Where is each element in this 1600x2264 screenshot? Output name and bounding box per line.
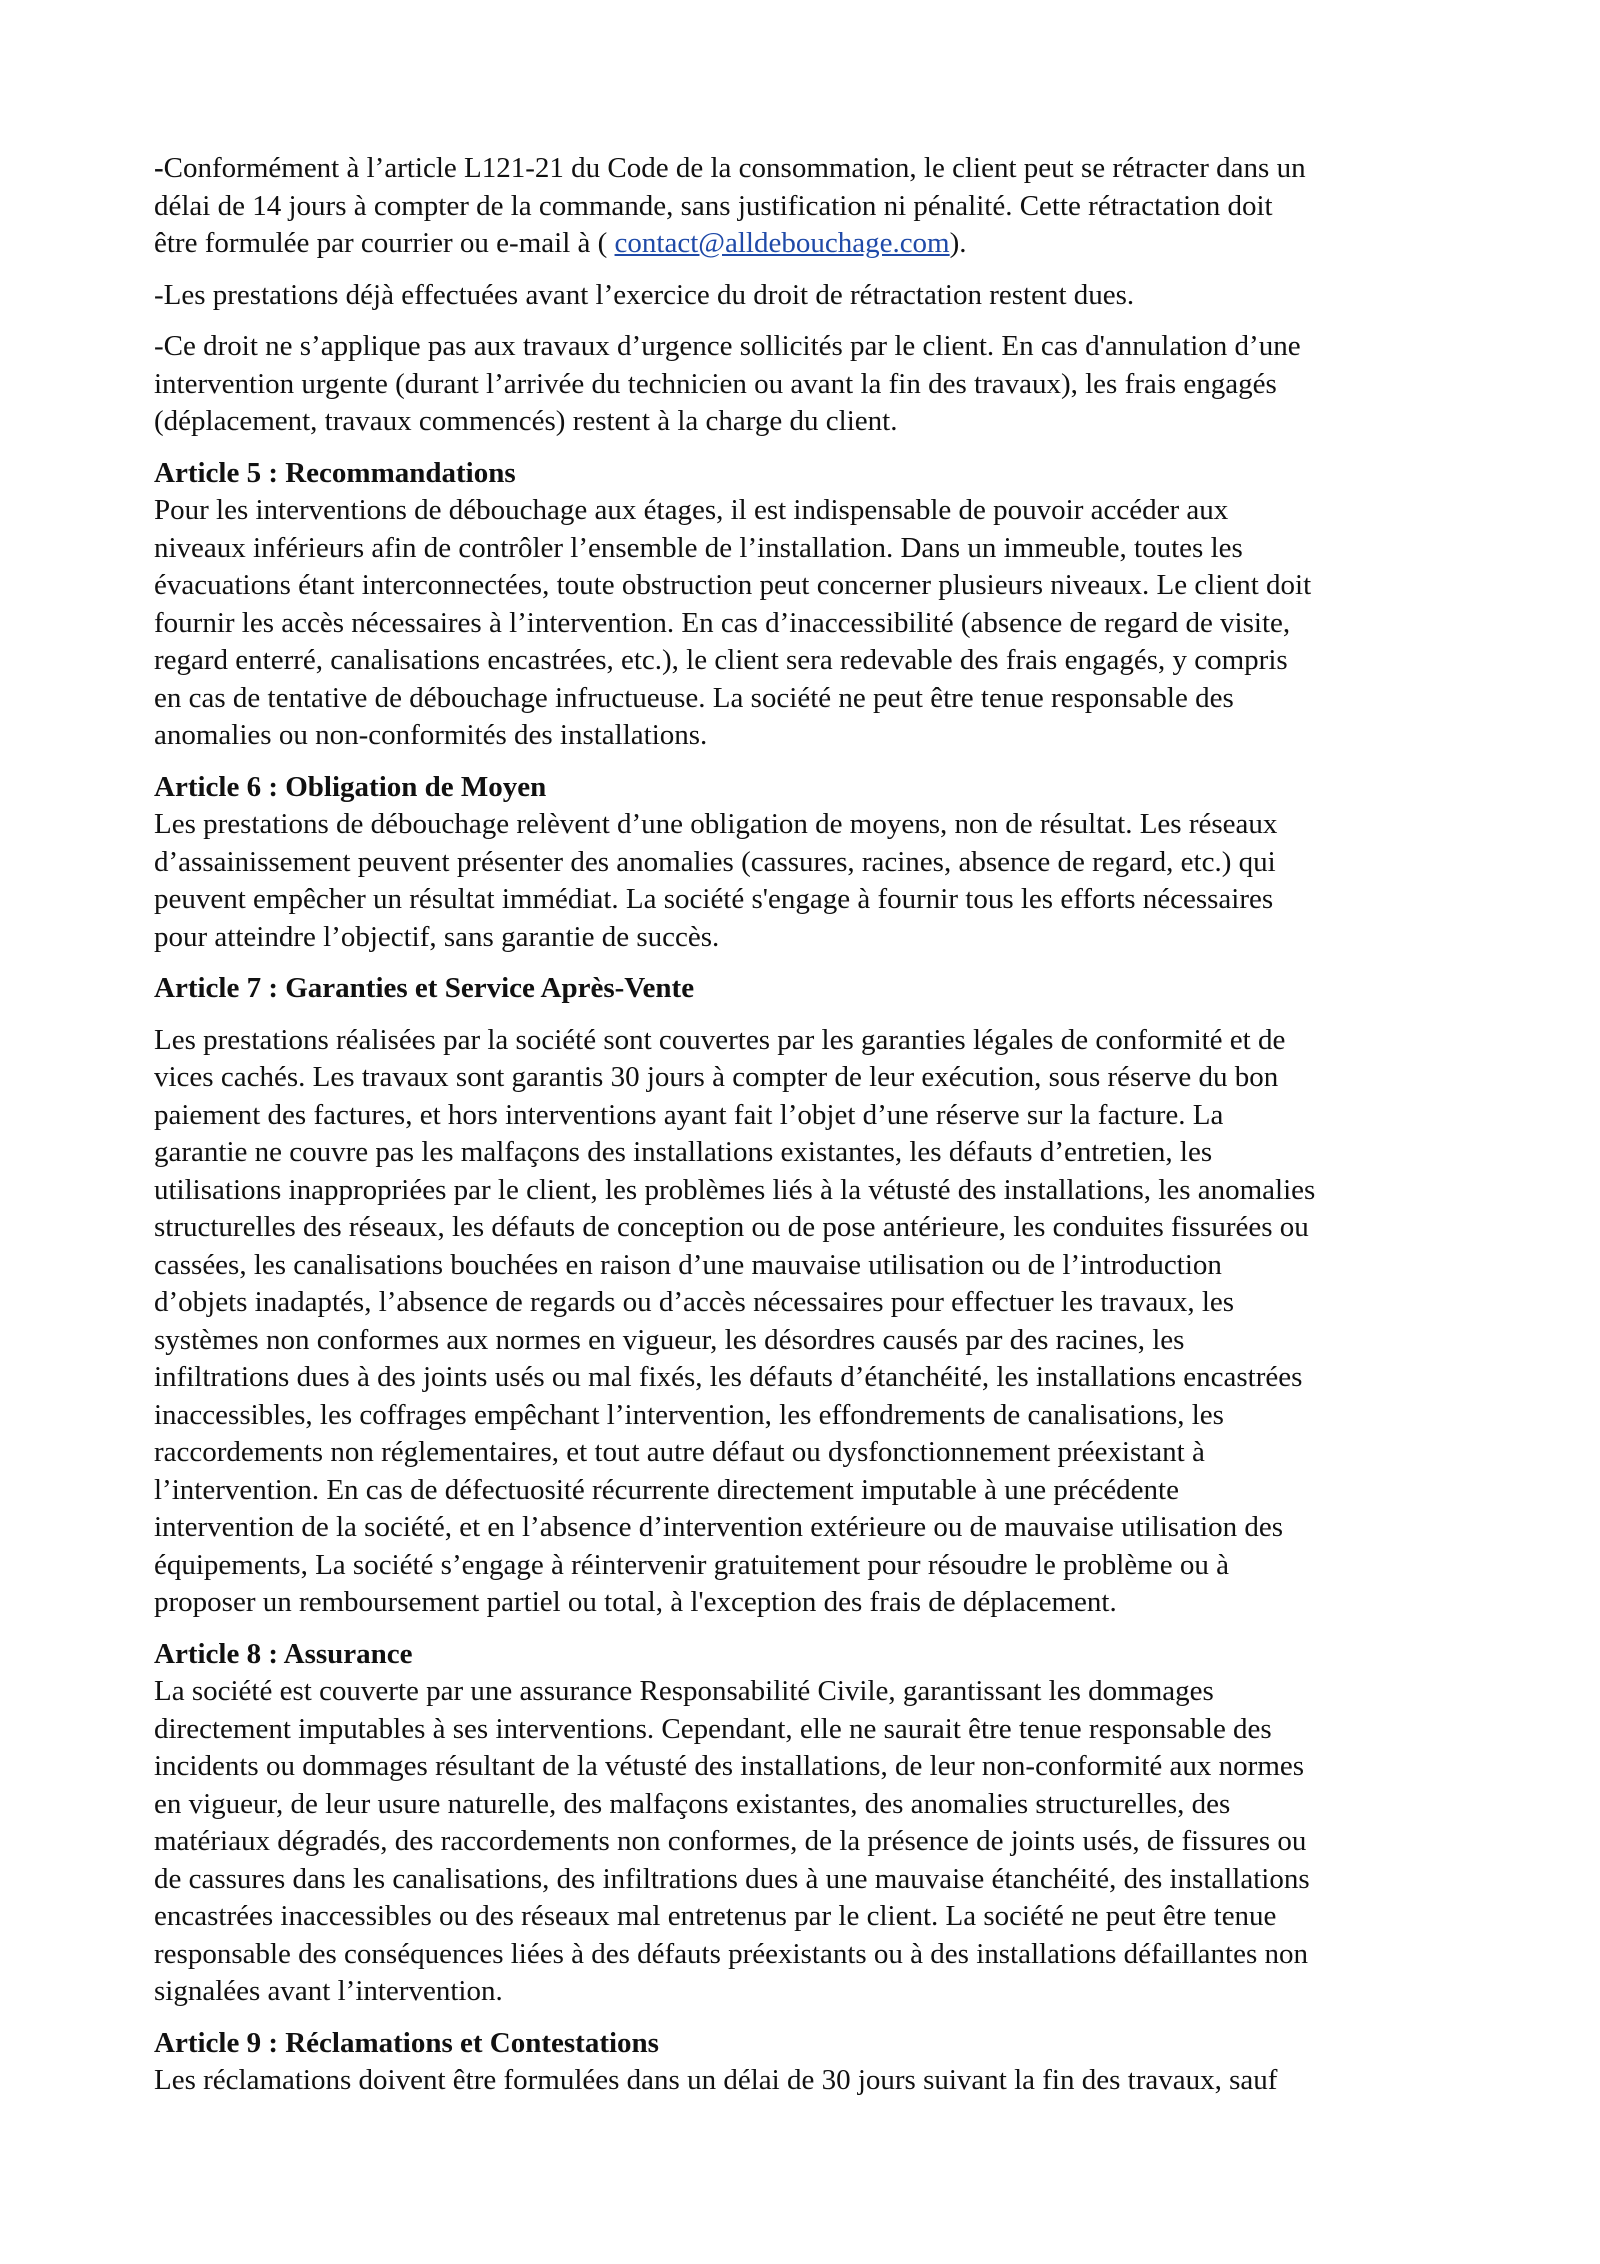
text-line: garantie ne couvre pas les malfaçons des installations existantes, les défauts d’entretien, les <box>154 1136 1213 1168</box>
text-line: systèmes non conformes aux normes en vigueur, les désordres causés par des racines, les <box>154 1323 1185 1356</box>
text-line: matériaux dégradés, des raccordements non conformes, de la présence de joints usés, de fissures ou <box>154 1825 1307 1857</box>
text-line: être formulée par courrier ou e-mail à ( contact@alldebouchage.com). <box>154 227 967 259</box>
text-line: Les prestations de débouchage relèvent d’une obligation de moyens, non de résultat. Les réseaux <box>154 808 1278 840</box>
text-line: anomalies ou non-conformités des installations. <box>154 719 708 751</box>
text-line: structurelles des réseaux, les défauts de conception ou de pose antérieure, les conduites fissurées ou <box>154 1211 1309 1243</box>
text-line: Pour les interventions de débouchage aux étages, il est indispensable de pouvoir accéder aux <box>154 494 1229 526</box>
text-line: Les prestations réalisées par la société sont couvertes par les garanties légales de conformité et de <box>154 1023 1286 1056</box>
text-line: en cas de tentative de débouchage infructueuse. La société ne peut être tenue responsable des <box>154 681 1234 714</box>
text-line: La société est couverte par une assurance Responsabilité Civile, garantissant les dommages <box>154 1675 1214 1707</box>
urgent-work-paragraph <box>154 328 1454 441</box>
retraction-paragraph <box>154 150 1454 263</box>
text-line: responsable des conséquences liées à des défauts préexistants ou à des installations défaillantes non <box>154 1937 1309 1970</box>
text-line: niveaux inférieurs afin de contrôler l’ensemble de l’installation. Dans un immeuble, toutes les <box>154 531 1243 564</box>
article-7 <box>154 970 1454 1622</box>
text-line: d’assainissement peuvent présenter des anomalies (cassures, racines, absence de regard, etc.) qui <box>154 845 1276 878</box>
text-line: -Conformément à l’article L121-21 du Code de la consommation, le client peut se rétracter dans un <box>154 152 1306 184</box>
text-line: intervention urgente (durant l’arrivée du technicien ou avant la fin des travaux), les frais engagés <box>154 367 1277 400</box>
article-heading: Article 6 : Obligation de Moyen <box>154 770 547 803</box>
text-line: de cassures dans les canalisations, des infiltrations dues à une mauvaise étanchéité, des installations <box>154 1862 1310 1895</box>
article-heading: Article 7 : Garanties et Service Après-Vente <box>154 972 695 1004</box>
document-body <box>154 150 1454 2114</box>
text-line: utilisations inappropriées par le client, les problèmes liés à la vétusté des installations, les anomalies <box>154 1173 1316 1206</box>
text-line: (déplacement, travaux commencés) restent à la charge du client. <box>154 405 898 437</box>
text-line: -Ce droit ne s’applique pas aux travaux d’urgence sollicités par le client. En cas d'annulation d’une <box>154 330 1301 362</box>
article-6 <box>154 769 1454 957</box>
article-heading: Article 9 : Réclamations et Contestations <box>154 2026 659 2059</box>
text-line: pour atteindre l’objectif, sans garantie de succès. <box>154 920 720 953</box>
article-5 <box>154 455 1454 755</box>
text-line: l’intervention. En cas de défectuosité récurrente directement imputable à une précédente <box>154 1473 1179 1506</box>
text-line: proposer un remboursement partiel ou total, à l'exception des frais de déplacement. <box>154 1586 1117 1618</box>
text-line: raccordements non réglementaires, et tout autre défaut ou dysfonctionnement préexistant à <box>154 1436 1205 1468</box>
services-due-paragraph <box>154 277 1454 315</box>
text-line: signalées avant l’intervention. <box>154 1975 503 2007</box>
text-line: paiement des factures, et hors interventions ayant fait l’objet d’une réserve sur la facture. La <box>154 1098 1224 1131</box>
text-line: équipements, La société s’engage à réintervenir gratuitement pour résoudre le problème ou à <box>154 1548 1229 1581</box>
article-heading: Article 8 : Assurance <box>154 1637 413 1670</box>
text-line: fournir les accès nécessaires à l’intervention. En cas d’inaccessibilité (absence de regard de visite, <box>154 606 1291 639</box>
text-line: intervention de la société, et en l’absence d’intervention extérieure ou de mauvaise utilisation des <box>154 1511 1283 1543</box>
lead-dash: - <box>154 152 164 184</box>
text-line: Les réclamations doivent être formulées dans un délai de 30 jours suivant la fin des travaux, sauf <box>154 2064 1278 2096</box>
text-line: d’objets inadaptés, l’absence de regards ou d’accès nécessaires pour effectuer les travaux, les <box>154 1286 1235 1318</box>
text-line: évacuations étant interconnectées, toute obstruction peut concerner plusieurs niveaux. Le client doit <box>154 569 1312 601</box>
text-line: -Les prestations déjà effectuées avant l’exercice du droit de rétractation restent dues. <box>154 278 1135 311</box>
article-heading: Article 5 : Recommandations <box>154 456 516 489</box>
text-line: encastrées inaccessibles ou des réseaux mal entretenus par le client. La société ne peut être tenue <box>154 1900 1277 1932</box>
text-line: vices cachés. Les travaux sont garantis 30 jours à compter de leur exécution, sous réserve du bon <box>154 1061 1279 1093</box>
text-line: regard enterré, canalisations encastrées, etc.), le client sera redevable des frais engagés, y compris <box>154 644 1288 676</box>
email-link[interactable]: contact@alldebouchage.com <box>614 227 950 259</box>
text-line: cassées, les canalisations bouchées en raison d’une mauvaise utilisation ou de l’introduction <box>154 1248 1222 1281</box>
article-8 <box>154 1636 1454 2011</box>
text-line: délai de 14 jours à compter de la commande, sans justification ni pénalité. Cette rétractation doit <box>154 189 1273 222</box>
text-line: incidents ou dommages résultant de la vétusté des installations, de leur non-conformité aux normes <box>154 1750 1305 1782</box>
text-line: directement imputables à ses interventions. Cependant, elle ne saurait être tenue responsable des <box>154 1712 1272 1745</box>
text-line: peuvent empêcher un résultat immédiat. La société s'engage à fournir tous les efforts nécessaires <box>154 883 1274 915</box>
article-9 <box>154 2025 1454 2100</box>
text-line: en vigueur, de leur usure naturelle, des malfaçons existantes, des anomalies structurelles, des <box>154 1787 1231 1820</box>
text-line: infiltrations dues à des joints usés ou mal fixés, les défauts d’étanchéité, les installations encastrées <box>154 1361 1303 1393</box>
text-line: inaccessibles, les coffrages empêchant l’intervention, les effondrements de canalisations, les <box>154 1398 1224 1431</box>
